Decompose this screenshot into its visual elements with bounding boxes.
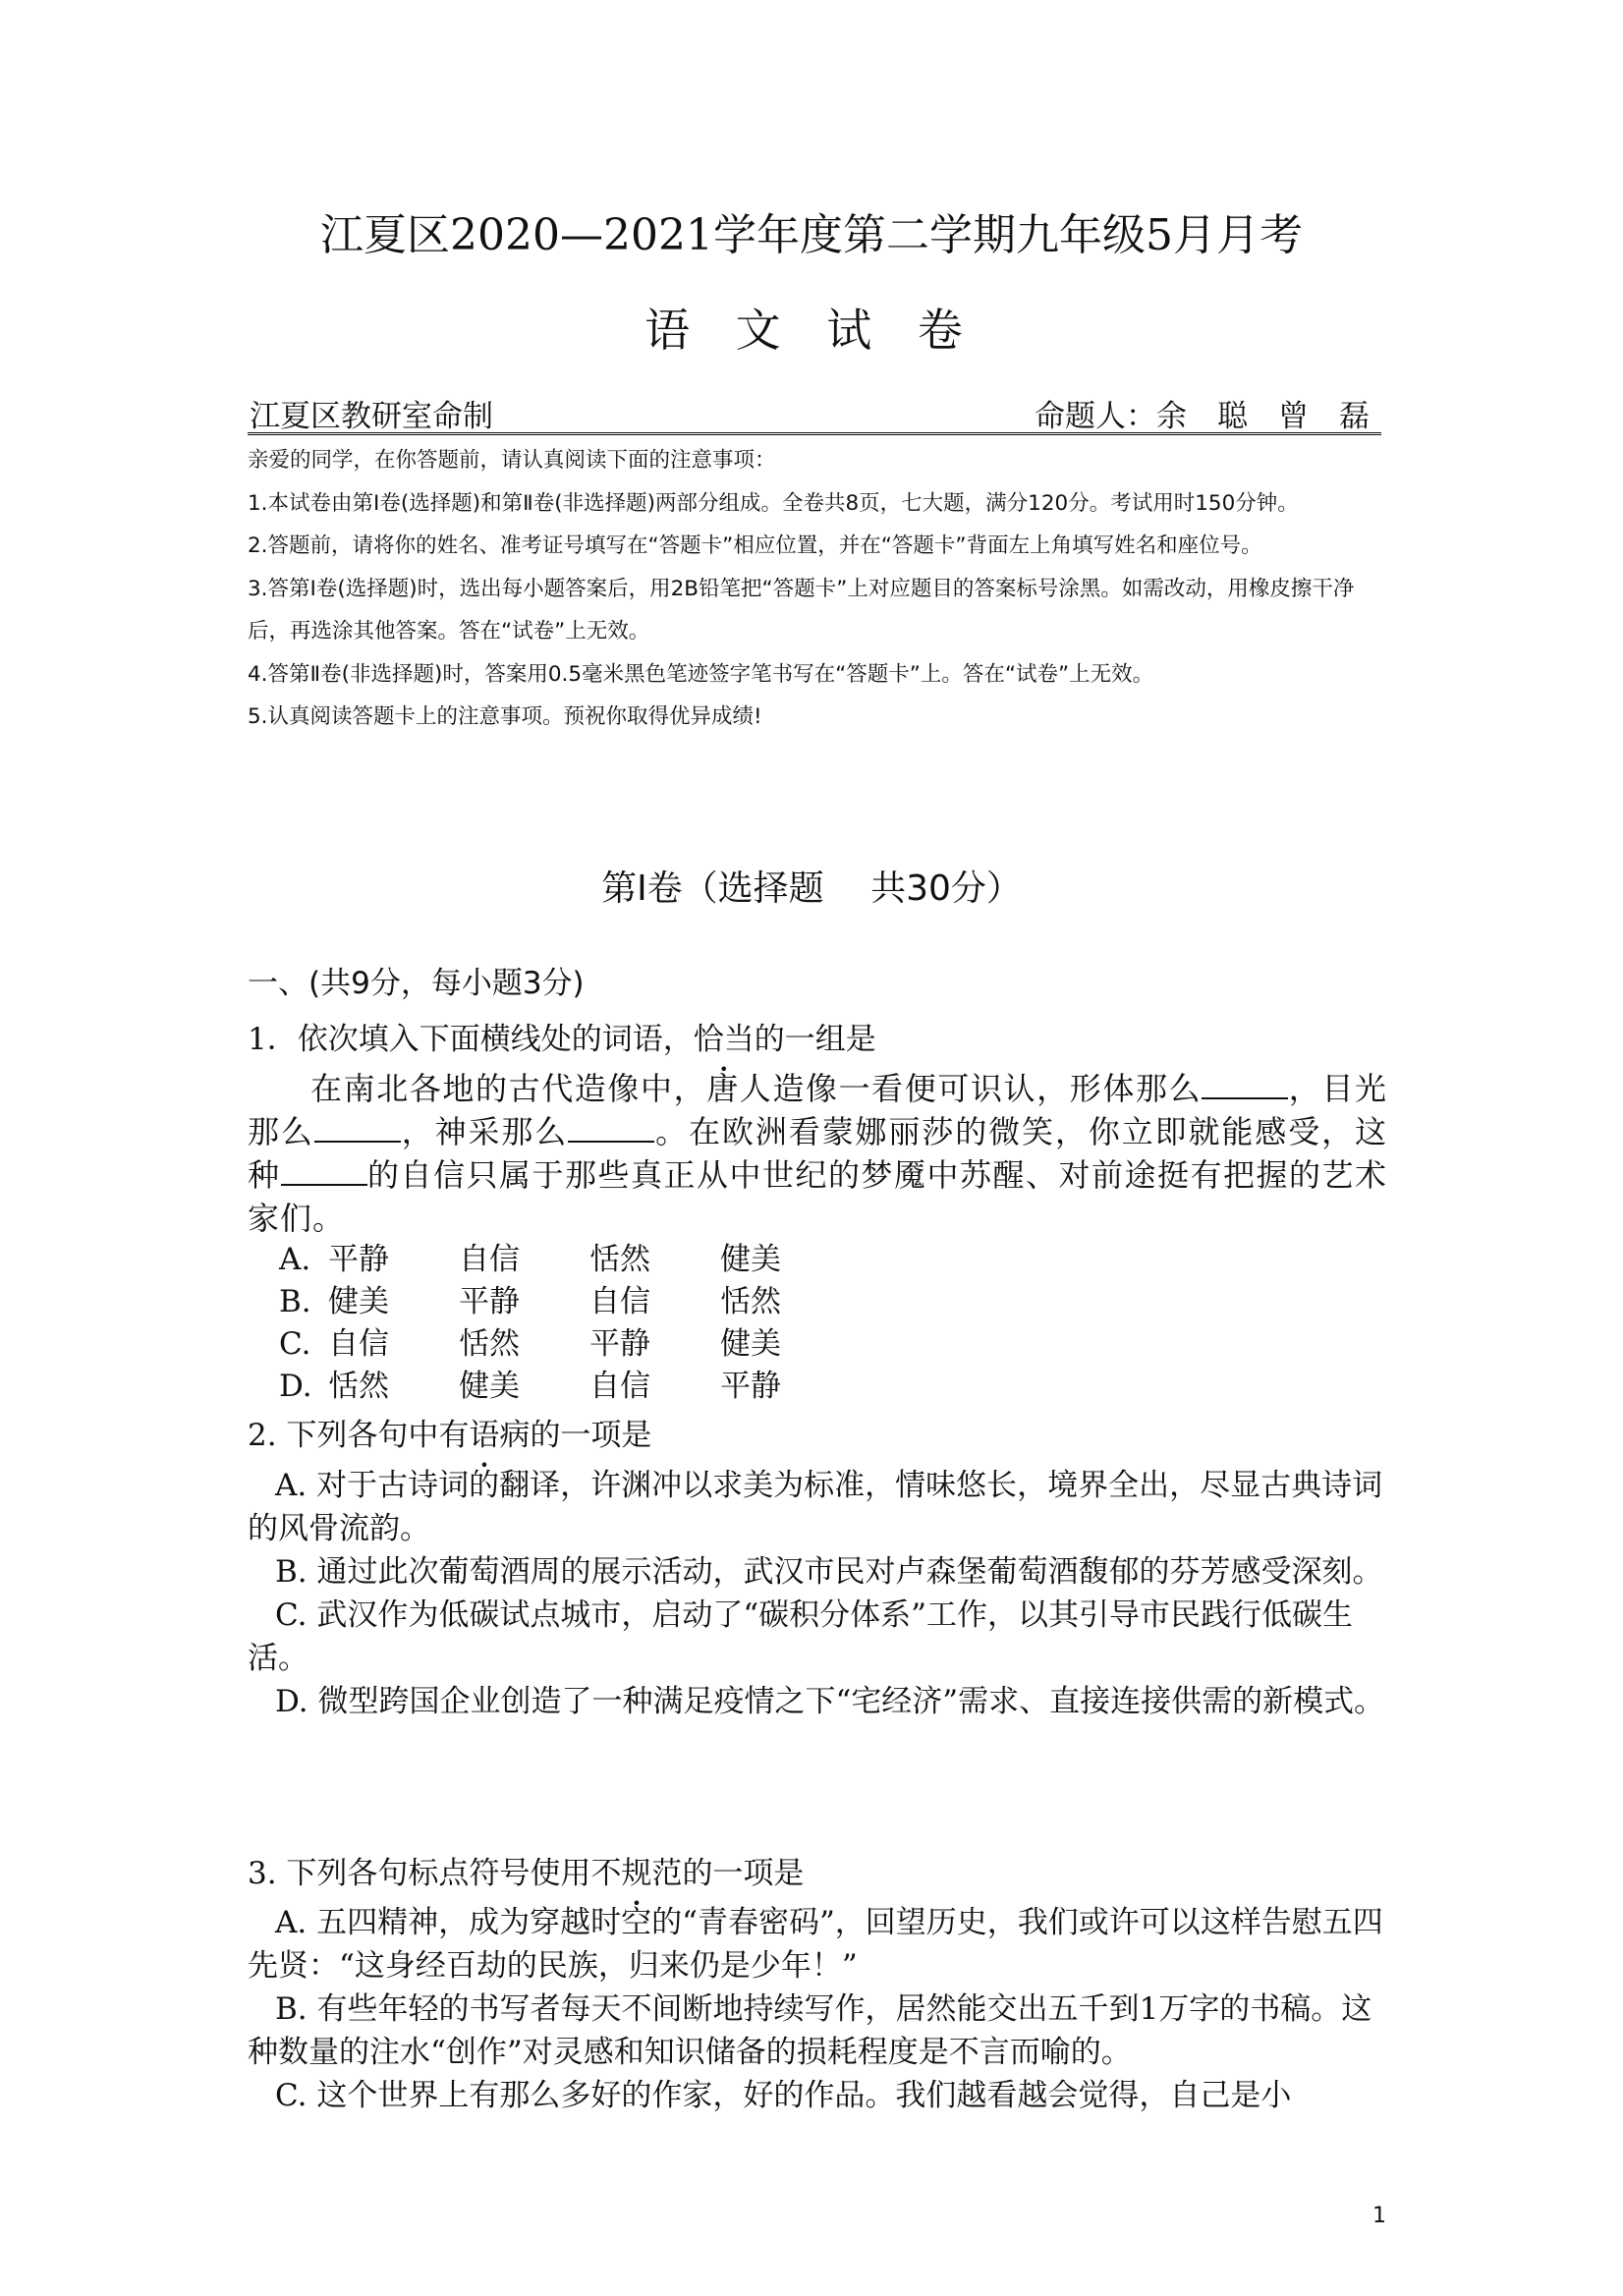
header-line: [248, 391, 1381, 435]
exam-title: 江夏区2020—2021学年度第二学期九年级5月月考: [320, 210, 1303, 260]
maker-text: 江夏区教研室命制: [250, 399, 493, 434]
fill-blank: [314, 1111, 401, 1143]
option-text: A. 对于古诗词的翻译，许渊冲以求美为标准，情味悠长，境界全出，尽显古典诗词的风骨流韵。: [248, 1468, 1383, 1546]
option-text: D. 微型跨国企业创造了一种满足疫情之下“宅经济”需求、直接连接供需的新模式。: [275, 1684, 1385, 1719]
question-1-options: [279, 1239, 851, 1408]
question-3-stem: 3. 下列各句标点符号使用不规范的一项是: [248, 1856, 805, 1891]
question-2-stem: 2. 下列各句中有语病的一项是: [248, 1418, 652, 1453]
emphasis-text: 有语病: [438, 1418, 531, 1453]
question-2-options: [248, 1464, 1387, 1723]
authors-text: 命题人：余 聪 曾 磊: [1035, 399, 1370, 434]
instructions: [248, 439, 1387, 739]
option-row: A. 平静 自信 恬然 健美: [279, 1242, 781, 1277]
option-row: D. 恬然 健美 自信 平静: [279, 1369, 781, 1404]
option-row: B. 健美 平静 自信 恬然: [279, 1284, 781, 1319]
option-text: B. 有些年轻的书写者每天不间断地持续写作，居然能交出五千到1万字的书稿。这种数量的注水“创作”对灵感和知识储备的损耗程度是不言而喻的。: [248, 1991, 1372, 2070]
emphasis-text: 不规范: [590, 1856, 683, 1891]
question-1-stem: 1．依次填入下面横线处的词语，恰当的一组是: [248, 1022, 876, 1057]
exam-subtitle: 语 文 试 卷: [644, 304, 979, 357]
emphasis-text: 恰当: [693, 1022, 755, 1057]
instruction-item: 5.认真阅读答题卡上的注意事项。预祝你取得优异成绩!: [248, 704, 762, 729]
option-text: B. 通过此次葡萄酒周的展示活动，武汉市民对卢森堡葡萄酒馥郁的芬芳感受深刻。: [275, 1554, 1383, 1590]
page-number: 1: [1372, 2204, 1386, 2228]
fill-blank: [568, 1111, 654, 1143]
section-title: 第Ⅰ卷（选择题 共30分）: [601, 868, 1022, 909]
option-text: A. 五四精神，成为穿越时空的“青春密码”，回望历史，我们或许可以这样告慰五四先贤：“这身经百劫的民族，归来仍是少年！”: [248, 1905, 1383, 1984]
fill-blank: [1202, 1068, 1288, 1099]
instruction-item: 2.答题前，请将你的姓名、准考证号填写在“答题卡”相应位置，并在“答题卡”背面左上角填写姓名和座位号。: [248, 533, 1262, 558]
option-text: C. 武汉作为低碳试点城市，启动了“碳积分体系”工作，以其引导市民践行低碳生活。: [248, 1597, 1354, 1676]
instruction-item: 1.本试卷由第Ⅰ卷(选择题)和第Ⅱ卷(非选择题)两部分组成。全卷共8页，七大题，满分120分。考试用时150分钟。: [248, 490, 1299, 516]
option-row: C. 自信 恬然 平静 健美: [279, 1326, 781, 1362]
question-1-passage: 在南北各地的古代造像中，唐人造像一看便可识认，形体那么 ，目光那么 ，神采那么 。在欧洲看蒙娜丽莎的微笑，你立即就能感受，这种 的自信只属于那些真正从中世纪的梦魇中苏醒、对前途挺有把握的艺术家们。: [248, 1070, 1387, 1237]
option-text: C. 这个世界上有那么多好的作家，好的作品。我们越看越会觉得，自己是小: [275, 2078, 1292, 2113]
question-3-options: [248, 1901, 1387, 2117]
instruction-intro: 亲爱的同学，在你答题前，请认真阅读下面的注意事项：: [248, 448, 776, 473]
instruction-item: 3.答第Ⅰ卷(选择题)时，选出每小题答案后，用2B铅笔把“答题卡”上对应题目的答案标号涂黑。如需改动，用橡皮擦干净后，再选涂其他答案。答在“试卷”上无效。: [248, 576, 1355, 644]
fill-blank: [281, 1154, 367, 1186]
instruction-item: 4.答第Ⅱ卷(非选择题)时，答案用0.5毫米黑色笔迹签字笔书写在“答题卡”上。答在“试卷”上无效。: [248, 661, 1154, 687]
part-heading: 一、(共9分，每小题3分): [248, 966, 585, 1001]
